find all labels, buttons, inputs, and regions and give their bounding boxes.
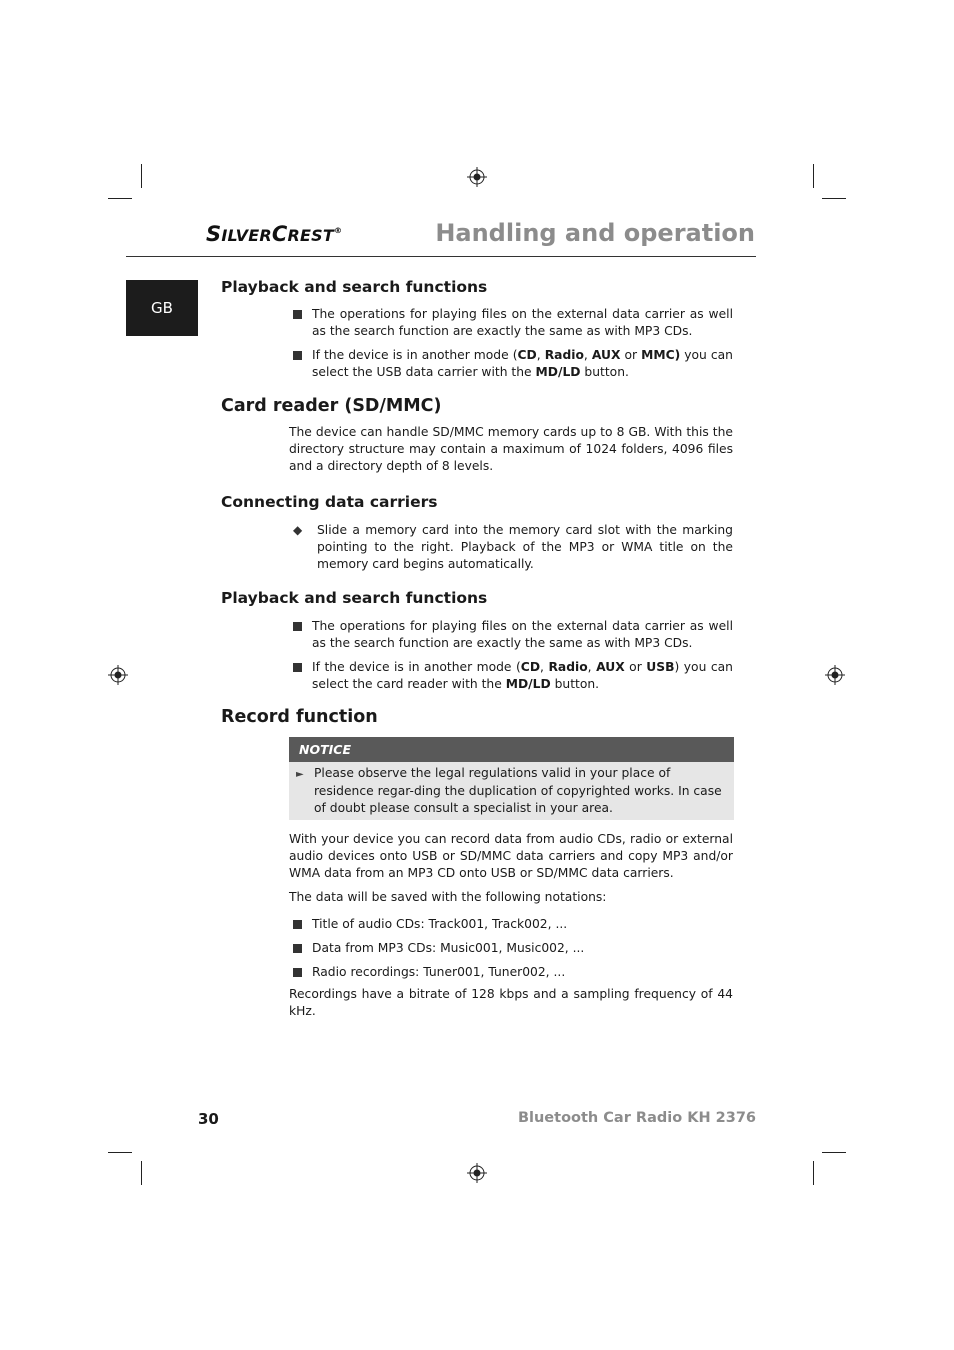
crop-mark: [141, 1161, 142, 1185]
brand-logo: SILVERCREST®: [206, 222, 343, 246]
list-item: The operations for playing files on the external data carrier as well as the search function are exactly the same as with MP3 CDs.: [292, 618, 733, 652]
list-item: Radio recordings: Tuner001, Tuner002, ...: [292, 964, 733, 981]
registration-mark-icon: [108, 665, 128, 685]
list-item: ◆ Slide a memory card into the memory card slot with the marking pointing to the right. Playback of the MP3 or WMA title on the memory card begins automatically.: [293, 523, 733, 571]
square-bullet-icon: [293, 944, 302, 953]
header-rule: [126, 256, 756, 257]
registration-mark-icon: [467, 1163, 487, 1183]
paragraph: The data will be saved with the following notations:: [289, 890, 607, 904]
section-heading: Record function: [221, 707, 378, 727]
registration-mark-icon: [825, 665, 845, 685]
notice-label: NOTICE: [289, 737, 734, 762]
bullet-list: [292, 306, 733, 381]
crop-mark: [813, 164, 814, 188]
bullet-list: [292, 618, 733, 693]
list-item: If the device is in another mode (CD, Radio, AUX or USB) you can select the card reader with the MD/LD button.: [292, 659, 733, 693]
crop-mark: [108, 1152, 132, 1153]
section-heading: Playback and search functions: [221, 278, 488, 296]
paragraph: The device can handle SD/MMC memory cards up to 8 GB. With this the directory structure may contain a maximum of 1024 folders, 4096 files and a directory depth of 8 levels.: [289, 425, 733, 473]
notice-box: [289, 762, 734, 820]
square-bullet-icon: [293, 351, 302, 360]
section-heading: Card reader (SD/MMC): [221, 396, 442, 416]
list-item: If the device is in another mode (CD, Radio, AUX or MMC) you can select the USB data carrier with the MD/LD button.: [292, 347, 733, 381]
square-bullet-icon: [293, 663, 302, 672]
list-item: Title of audio CDs: Track001, Track002, ...: [292, 916, 733, 933]
square-bullet-icon: [293, 920, 302, 929]
diamond-bullet-icon: ◆: [293, 523, 303, 537]
crop-mark: [141, 164, 142, 188]
notice-text: Please observe the legal regulations valid in your place of residence regar-ding the duplication of copyrighted works. In case of doubt please consult a specialist in your area.: [314, 766, 722, 815]
square-bullet-icon: [293, 310, 302, 319]
page-title: Handling and operation: [435, 219, 755, 247]
arrow-right-icon: ►: [296, 769, 304, 780]
crop-mark: [822, 1152, 846, 1153]
square-bullet-icon: [293, 622, 302, 631]
crop-mark: [108, 198, 132, 199]
paragraph: With your device you can record data from audio CDs, radio or external audio devices onto USB or SD/MMC data carriers and copy MP3 and/or WMA data from an MP3 CD onto USB or SD/MMC data carriers.: [289, 832, 733, 880]
section-heading: Connecting data carriers: [221, 493, 438, 511]
registration-mark-icon: [467, 167, 487, 187]
paragraph: Recordings have a bitrate of 128 kbps and a sampling frequency of 44 kHz.: [289, 987, 733, 1018]
bullet-list: [292, 916, 733, 981]
list-item: The operations for playing files on the external data carrier as well as the search function are exactly the same as with MP3 CDs.: [292, 306, 733, 340]
product-name: Bluetooth Car Radio KH 2376: [517, 1110, 756, 1126]
section-heading: Playback and search functions: [221, 589, 488, 607]
crop-mark: [813, 1161, 814, 1185]
language-tab: GB: [126, 280, 198, 336]
page-number: 30: [198, 1110, 219, 1128]
crop-mark: [822, 198, 846, 199]
bullet-list: [292, 522, 733, 573]
list-item: Data from MP3 CDs: Music001, Music002, ...: [292, 940, 733, 957]
square-bullet-icon: [293, 968, 302, 977]
